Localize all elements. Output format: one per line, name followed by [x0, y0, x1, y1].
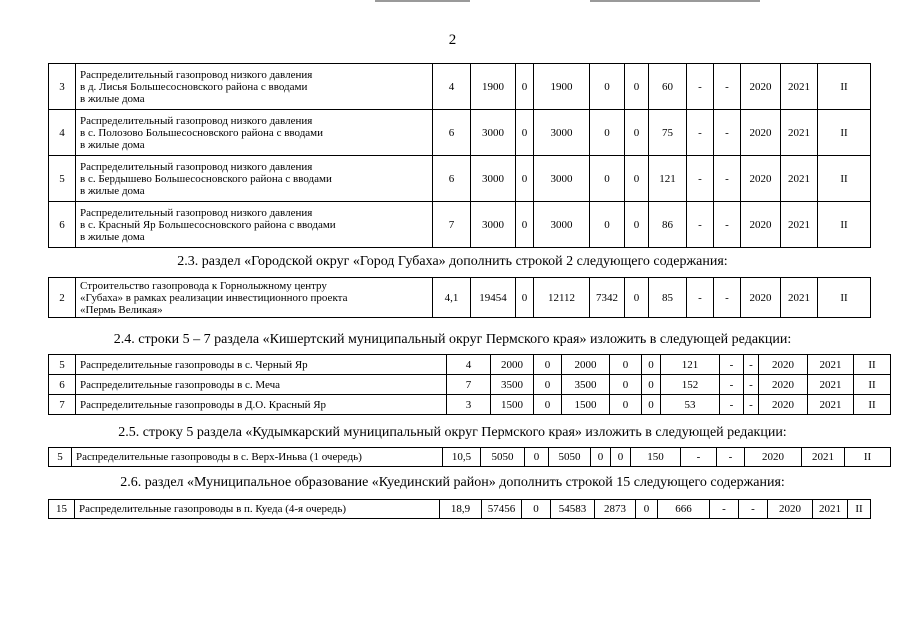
value-cell: 121	[661, 355, 720, 375]
value-cell: 2020	[741, 202, 781, 248]
value-cell: 86	[649, 202, 687, 248]
value-cell: 6	[433, 110, 471, 156]
value-cell: II	[854, 355, 891, 375]
row-number-cell: 6	[49, 202, 76, 248]
value-cell: 3500	[562, 375, 610, 395]
value-cell: -	[714, 278, 741, 318]
object-name-line: Строительство газопровода к Горнолыжному центру	[80, 279, 327, 292]
value-cell: -	[714, 110, 741, 156]
object-name-cell	[76, 375, 447, 395]
value-cell: 60	[649, 64, 687, 110]
value-cell: -	[714, 156, 741, 202]
value-cell: 2021	[808, 395, 854, 415]
value-cell: II	[854, 375, 891, 395]
object-name-line: в с. Красный Яр Большесосновского района с вводами	[80, 218, 336, 231]
table-row	[49, 156, 871, 202]
value-cell: 2021	[781, 64, 818, 110]
value-cell: -	[687, 110, 714, 156]
value-cell: 0	[642, 355, 661, 375]
object-name-line: Распределительный газопровод низкого давления	[80, 114, 313, 127]
object-name-line: Распределительные газопроводы в с. Верх-Иньва (1 очередь)	[76, 451, 362, 463]
value-cell: 3000	[471, 202, 516, 248]
value-cell: 2000	[562, 355, 610, 375]
value-cell: 0	[525, 448, 549, 467]
value-cell: 0	[522, 500, 551, 519]
value-cell: 2020	[759, 395, 808, 415]
value-cell: 3000	[471, 156, 516, 202]
value-cell: 2021	[781, 202, 818, 248]
value-cell: 2020	[741, 156, 781, 202]
object-name-line: Распределительные газопроводы в Д.О. Красный Яр	[80, 398, 327, 411]
value-cell: 3000	[534, 156, 590, 202]
value-cell: II	[818, 110, 871, 156]
value-cell: -	[687, 202, 714, 248]
object-name-cell	[72, 448, 443, 467]
value-cell: 2021	[781, 156, 818, 202]
table-row	[49, 64, 871, 110]
row-number-cell: 5	[49, 156, 76, 202]
value-cell: 2020	[768, 500, 813, 519]
value-cell: II	[818, 202, 871, 248]
object-name-line: «Губаха» в рамках реализации инвестиционного проекта	[80, 291, 348, 304]
object-name-cell	[76, 278, 433, 318]
table-row	[49, 278, 871, 318]
value-cell: 2020	[741, 64, 781, 110]
value-cell: 2020	[745, 448, 802, 467]
section-heading-2-4: 2.4. строки 5 – 7 раздела «Кишертский муниципальный округ Пермского края» изложить в следующей редакции:	[113, 332, 792, 347]
value-cell: 0	[591, 448, 611, 467]
row-number-cell: 4	[49, 110, 76, 156]
value-cell: 19454	[471, 278, 516, 318]
value-cell: 0	[516, 202, 534, 248]
object-name-cell	[76, 355, 447, 375]
object-name-line: Распределительный газопровод низкого давления	[80, 160, 313, 173]
object-name-cell	[76, 202, 433, 248]
table-row	[49, 355, 891, 375]
value-cell: 4,1	[433, 278, 471, 318]
value-cell: 10,5	[443, 448, 481, 467]
value-cell: 0	[516, 278, 534, 318]
section-heading-2-3: 2.3. раздел «Городской округ «Город Губаха» дополнить строкой 2 следующего содержания:	[177, 254, 728, 269]
value-cell: 2020	[759, 375, 808, 395]
table-row	[49, 375, 891, 395]
table-row	[49, 500, 871, 519]
object-name-line: в д. Лисья Большесосновского района с вводами	[80, 80, 308, 93]
value-cell: 18,9	[440, 500, 482, 519]
value-cell: 0	[516, 156, 534, 202]
object-name-line: Распределительные газопроводы в п. Куеда (4-я очередь)	[79, 503, 347, 515]
value-cell: 5050	[481, 448, 525, 467]
object-name-cell	[76, 64, 433, 110]
value-cell: -	[744, 375, 759, 395]
value-cell: 2021	[802, 448, 845, 467]
value-cell: 0	[642, 395, 661, 415]
object-name-line: в с. Полозово Большесосновского района с вводами	[80, 126, 324, 139]
table-row	[49, 448, 891, 467]
value-cell: 0	[636, 500, 658, 519]
value-cell: 54583	[551, 500, 595, 519]
value-cell: 121	[649, 156, 687, 202]
value-cell: 4	[447, 355, 491, 375]
value-cell: 2020	[741, 278, 781, 318]
section-heading-2-5: 2.5. строку 5 раздела «Кудымкарский муниципальный округ Пермского края» изложить в следующей редакции:	[118, 425, 787, 440]
table-row	[49, 395, 891, 415]
object-name-line: в жилые дома	[80, 92, 145, 105]
value-cell: -	[687, 156, 714, 202]
object-name-line: в с. Бердышево Большесосновского района с вводами	[80, 172, 332, 185]
value-cell: 3000	[534, 110, 590, 156]
object-name-line: Распределительные газопроводы в с. Меча	[80, 378, 281, 391]
value-cell: 3000	[471, 110, 516, 156]
value-cell: -	[720, 375, 744, 395]
value-cell: 0	[590, 156, 625, 202]
value-cell: 2021	[781, 278, 818, 318]
table-section-2-3	[48, 277, 871, 318]
row-number-cell: 5	[49, 355, 76, 375]
table-row	[49, 202, 871, 248]
value-cell: -	[720, 395, 744, 415]
value-cell: 150	[631, 448, 681, 467]
table-section-2-6	[48, 499, 871, 519]
object-name-cell	[76, 395, 447, 415]
object-name-cell	[76, 110, 433, 156]
row-number-cell: 15	[49, 500, 75, 519]
value-cell: 0	[610, 395, 642, 415]
value-cell: 5050	[549, 448, 591, 467]
value-cell: -	[687, 278, 714, 318]
value-cell: II	[818, 64, 871, 110]
value-cell: 2021	[781, 110, 818, 156]
value-cell: 0	[534, 395, 562, 415]
value-cell: 0	[516, 64, 534, 110]
object-name-line: Распределительный газопровод низкого давления	[80, 68, 313, 81]
object-name-line: Распределительный газопровод низкого давления	[80, 206, 313, 219]
value-cell: 85	[649, 278, 687, 318]
value-cell: 0	[625, 202, 649, 248]
row-number-cell: 2	[49, 278, 76, 318]
value-cell: 0	[534, 355, 562, 375]
table-row	[49, 110, 871, 156]
value-cell: 2000	[491, 355, 534, 375]
value-cell: 1500	[491, 395, 534, 415]
section-heading-2-6: 2.6. раздел «Муниципальное образование «Куединский район» дополнить строкой 15 следующего содержания:	[120, 475, 785, 490]
object-name-line: в жилые дома	[80, 230, 145, 243]
value-cell: -	[717, 448, 745, 467]
top-edge-line	[375, 0, 470, 2]
value-cell: 0	[625, 156, 649, 202]
value-cell: -	[687, 64, 714, 110]
value-cell: 1500	[562, 395, 610, 415]
value-cell: 3500	[491, 375, 534, 395]
value-cell: -	[714, 64, 741, 110]
value-cell: -	[720, 355, 744, 375]
value-cell: 0	[610, 355, 642, 375]
value-cell: 75	[649, 110, 687, 156]
value-cell: 0	[642, 375, 661, 395]
value-cell: 3000	[534, 202, 590, 248]
value-cell: -	[681, 448, 717, 467]
value-cell: 0	[611, 448, 631, 467]
object-name-line: в жилые дома	[80, 184, 145, 197]
value-cell: 2021	[808, 375, 854, 395]
value-cell: 0	[625, 64, 649, 110]
object-name-cell	[76, 156, 433, 202]
value-cell: 2020	[759, 355, 808, 375]
value-cell: 2873	[595, 500, 636, 519]
row-number-cell: 6	[49, 375, 76, 395]
page-number: 2	[448, 32, 457, 48]
value-cell: -	[744, 355, 759, 375]
value-cell: 6	[433, 156, 471, 202]
value-cell: 53	[661, 395, 720, 415]
value-cell: 7	[433, 202, 471, 248]
value-cell: 7342	[590, 278, 625, 318]
value-cell: 0	[590, 110, 625, 156]
value-cell: -	[714, 202, 741, 248]
value-cell: 0	[590, 64, 625, 110]
value-cell: -	[710, 500, 739, 519]
value-cell: -	[744, 395, 759, 415]
value-cell: 0	[516, 110, 534, 156]
value-cell: 152	[661, 375, 720, 395]
value-cell: II	[845, 448, 891, 467]
table-section-2-4	[48, 354, 891, 415]
value-cell: 1900	[534, 64, 590, 110]
value-cell: II	[848, 500, 871, 519]
value-cell: -	[739, 500, 768, 519]
value-cell: II	[854, 395, 891, 415]
value-cell: 4	[433, 64, 471, 110]
object-name-line: Распределительные газопроводы в с. Черный Яр	[80, 358, 308, 371]
value-cell: II	[818, 156, 871, 202]
value-cell: 666	[658, 500, 710, 519]
value-cell: 2021	[813, 500, 848, 519]
value-cell: 7	[447, 375, 491, 395]
table-large-rows	[48, 63, 871, 248]
row-number-cell: 7	[49, 395, 76, 415]
value-cell: 2021	[808, 355, 854, 375]
top-edge-line	[590, 0, 760, 2]
table-section-2-5	[48, 447, 891, 467]
value-cell: 2020	[741, 110, 781, 156]
value-cell: 0	[610, 375, 642, 395]
row-number-cell: 5	[49, 448, 72, 467]
object-name-cell	[75, 500, 440, 519]
value-cell: 12112	[534, 278, 590, 318]
value-cell: II	[818, 278, 871, 318]
value-cell: 0	[590, 202, 625, 248]
value-cell: 57456	[482, 500, 522, 519]
row-number-cell: 3	[49, 64, 76, 110]
value-cell: 3	[447, 395, 491, 415]
value-cell: 1900	[471, 64, 516, 110]
value-cell: 0	[625, 110, 649, 156]
object-name-line: «Пермь Великая»	[80, 303, 163, 316]
value-cell: 0	[625, 278, 649, 318]
value-cell: 0	[534, 375, 562, 395]
object-name-line: в жилые дома	[80, 138, 145, 151]
